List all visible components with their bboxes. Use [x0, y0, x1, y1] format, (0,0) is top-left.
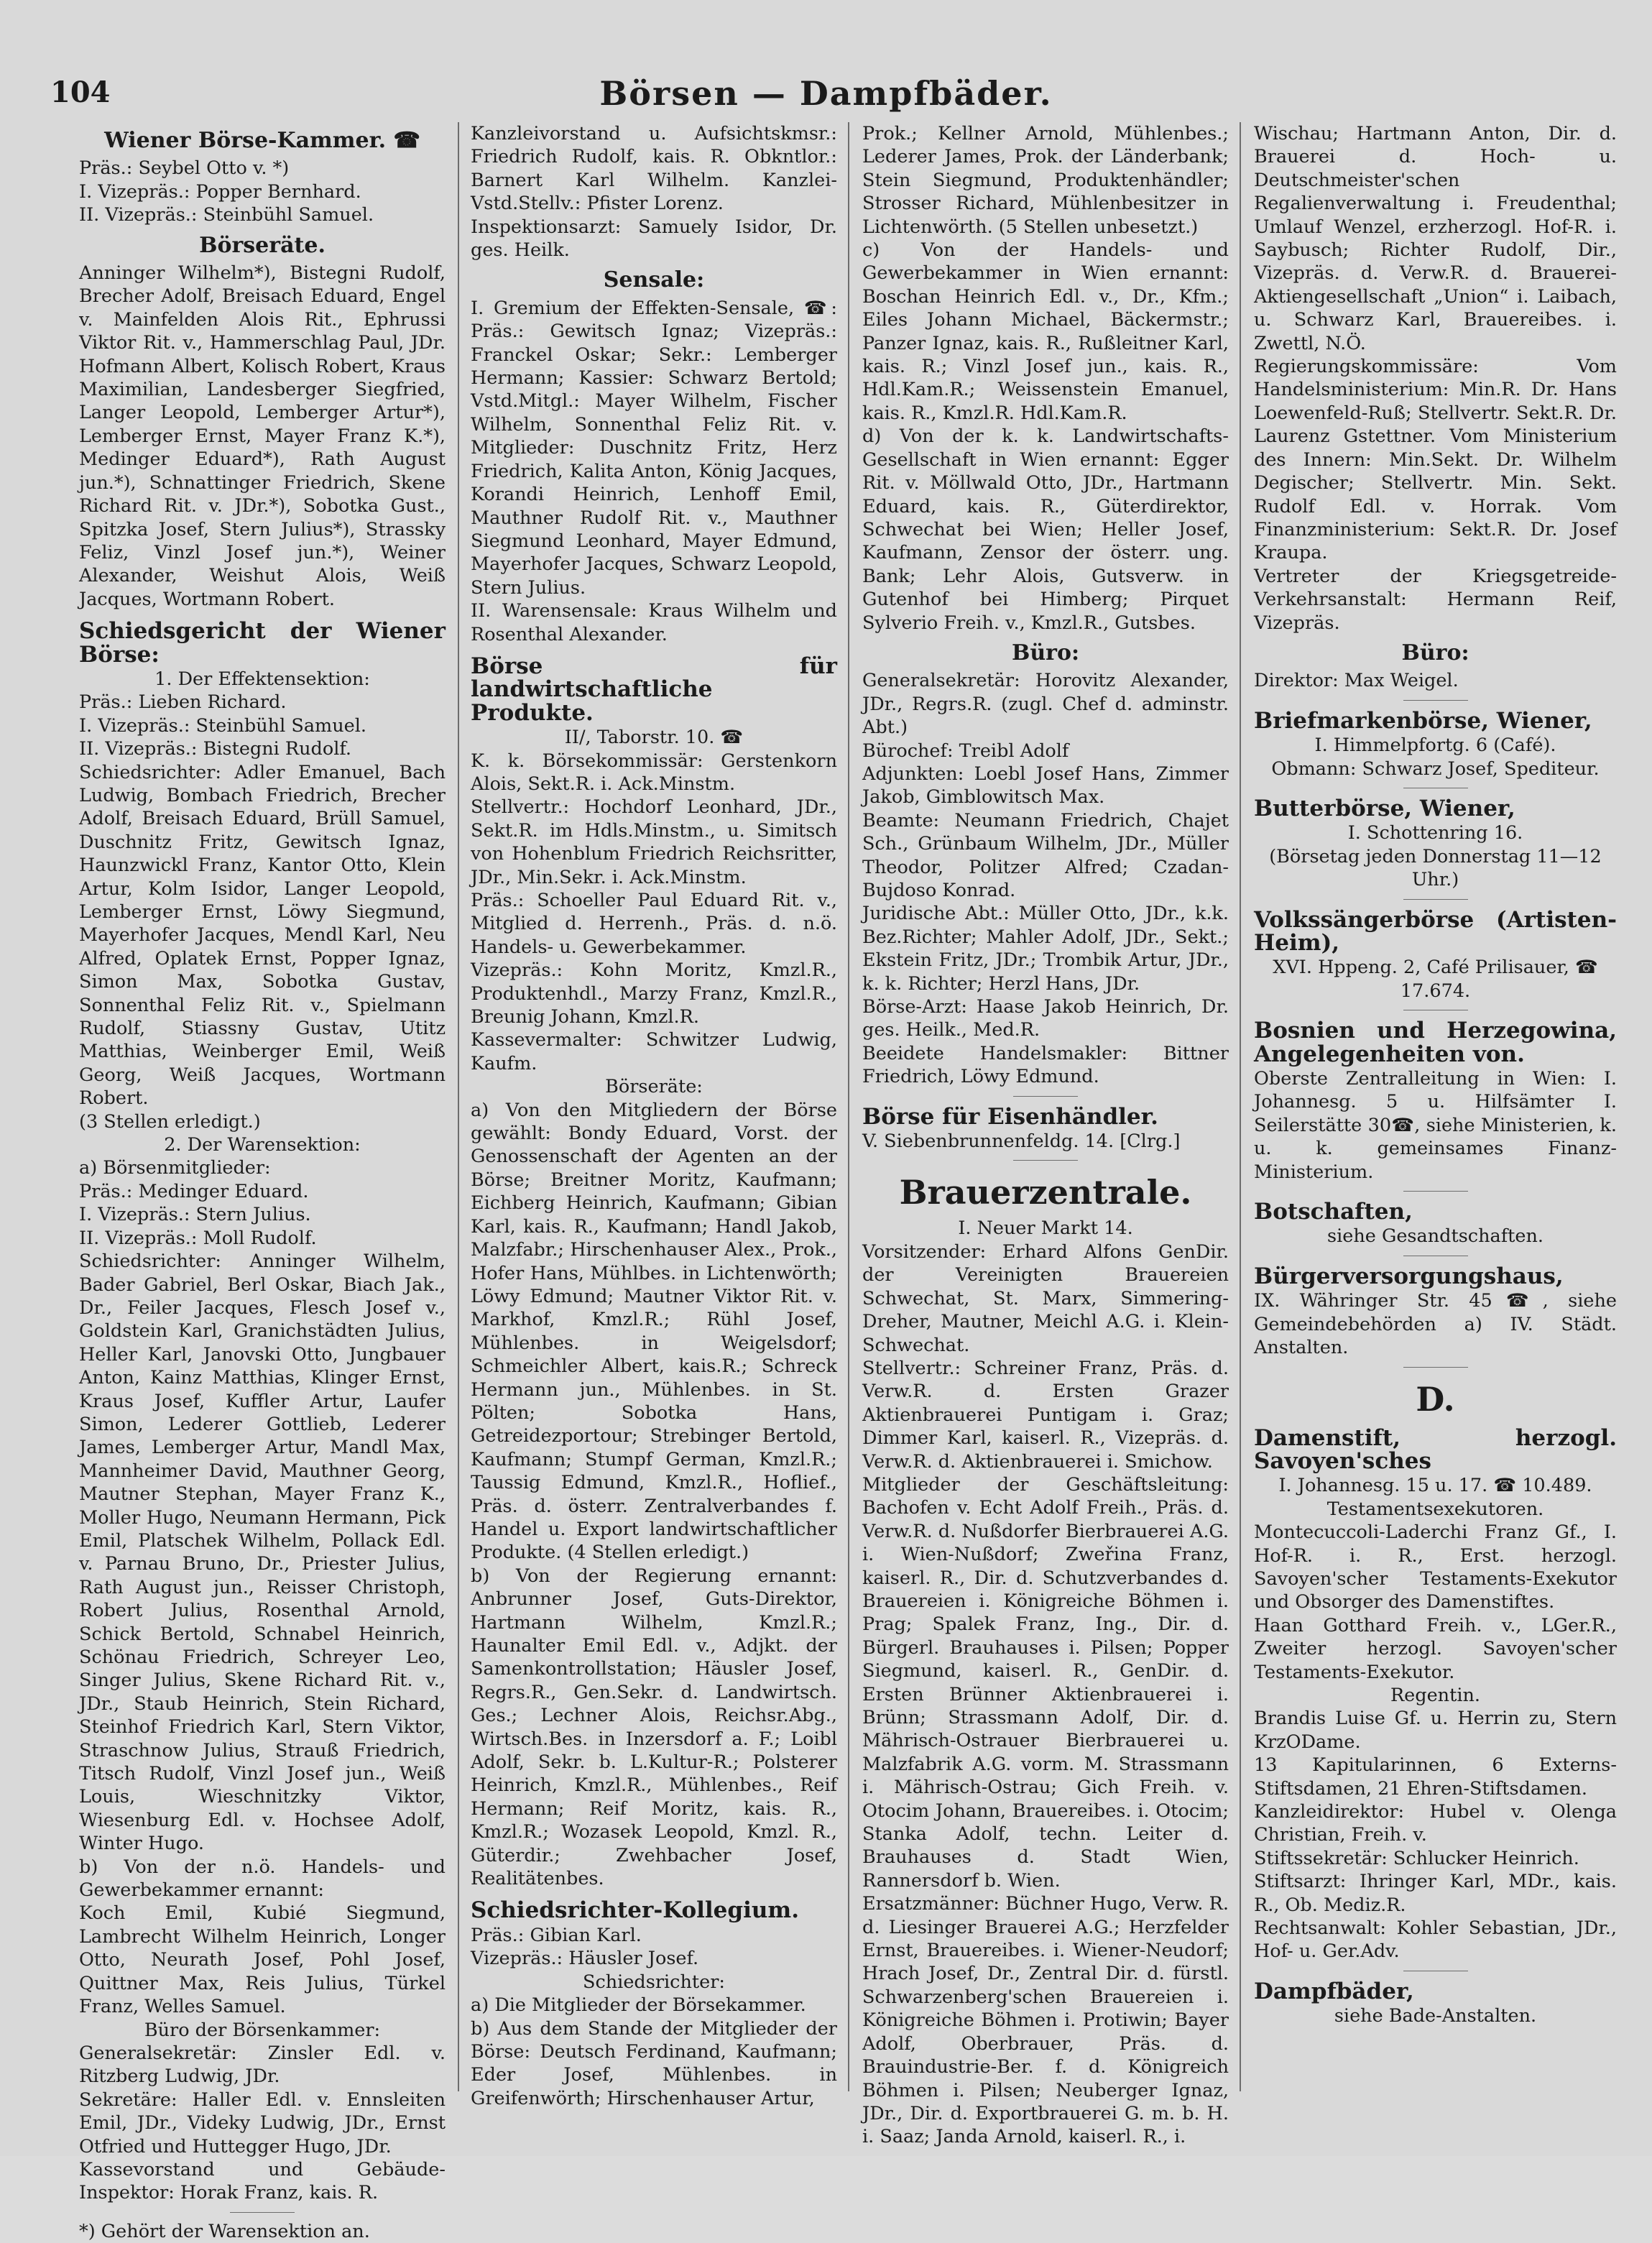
entry-heading: Briefmarkenbörse, Wiener, — [1254, 707, 1592, 734]
entry-paragraph: Kassevorstand und Gebäude-Inspektor: Horak Franz, kais. R. — [79, 2158, 446, 2204]
section-heading: Sensale: — [603, 267, 705, 293]
section-heading: Börseräte. — [199, 232, 326, 258]
entry-heading: Butterbörse, Wiener, — [1254, 795, 1515, 821]
section-separator — [1403, 899, 1468, 900]
page-number: 104 — [50, 75, 111, 109]
major-heading: Brauerzentrale. — [899, 1173, 1192, 1212]
column-1 — [79, 122, 446, 2242]
entry-paragraph: Brandis Luise Gf. u. Herrin zu, Stern KrzODame. — [1254, 1708, 1617, 1753]
column-rule — [458, 122, 459, 2091]
centered-line: siehe Bade-Anstalten. — [1334, 2005, 1537, 2027]
entry-heading: Börse für Eisenhändler. — [862, 1103, 1158, 1130]
major-heading: D. — [1416, 1379, 1455, 1419]
entry-paragraph: Stellvertr.: Schreiner Franz, Präs. d. Verw.R. d. Ersten Grazer Aktienbrauerei Puntigam i. Graz; Dimmer Karl, kaiserl. R., Vizepräs. d. Verw.R. d. Aktienbrauerei i. Smichow. — [862, 1357, 1229, 1473]
page-header — [0, 68, 1652, 119]
entry-paragraph: Prok.; Kellner Arnold, Mühlenbes.; Lederer James, Prok. der Länderbank; Stein Siegmund, Produktenhändler; Strosser Richard, Mühlenbesitzer in Lichtenwörth. (5 Stellen unbesetzt.) — [862, 123, 1229, 238]
entry-paragraph: Anninger Wilhelm*), Bistegni Rudolf, Brecher Adolf, Breisach Eduard, Engel v. Mainfelden Alois Rit., Ephrussi Viktor Rit. v., Hammerschlag Paul, JDr. Hofmann Albert, Kolisch Robert, Kraus Maximilian, Landesberger Siegfried, Langer Leopold, Lemberger Artur*), Lemberger Ernst, Mayer Franz K.*), Medinger Eduard*), Rath August jun.*), Schnattinger Friedrich, Skene Richard Rit. v. JDr.*), Sobotka Gust., Spitzka Josef, Stern Julius*), Strassky Feliz, Vinzl Josef jun.*), Weiner Alexander, Weishut Alois, Weiß Jacques, Wortmann Robert. — [79, 262, 446, 610]
entry-paragraph: Schiedsrichter: Anninger Wilhelm, Bader Gabriel, Berl Oskar, Biach Jak., Dr., Feiler Jacques, Flesch Josef v., Goldstein Karl, Granichstädten Julius, Heller Karl, Janovski Otto, Jungbauer Anton, Kainz Matthias, Klinger Ernst, Kraus Josef, Kuffler Artur, Laufer Simon, Lederer Gottlieb, Lederer James, Lemberger Artur, Mandl Max, Mannheimer David, Mauthner Georg, Mautner Stephan, Mayer Franz K., Moller Hugo, Neumann Hermann, Pick Emil, Platschek Wilhelm, Pollack Edl. v. Parnau Bruno, Dr., Priester Julius, Rath August jun., Reisser Christoph, Robert Julius, Rosenthal Arnold, Schick Bertold, Schnabel Heinrich, Schönau Friedrich, Schreyer Leo, Singer Julius, Skene Richard Rit. v., JDr., Staub Heinrich, Stein Richard, Steinhof Friedrich Karl, Stern Viktor, Straschnow Julius, Strauß Friedrich, Titsch Rudolf, Vinzl Josef jun., Weiß Louis, Wieschnitzky Viktor, Wiesenburg Edl. v. Hochsee Adolf, Winter Hugo. — [79, 1251, 446, 1855]
entry-heading: Dampfbäder, — [1254, 1978, 1414, 2004]
entry-paragraph: Ersatzmänner: Büchner Hugo, Verw. R. d. Liesinger Brauerei A.G.; Herzfelder Ernst, Brauereibes. i. Wiener-Neudorf; Hrach Josef, Dr., Zentral Dir. d. fürstl. Schwarzenberg'schen Brauereien i. Königreiche Böhmen i. Protiwin; Bayer Adolf, Oberbrauer, Präs. d. Brauindustrie-Ber. f. d. Königreich Böhmen i. Pilsen; Neuberger Ignaz, JDr., Dir. d. Exportbrauerei G. m. b. H. i. Saaz; Janda Arnold, kaiserl. R., i. — [862, 1893, 1229, 2148]
entry-paragraph: Generalsekretär: Zinsler Edl. v. Ritzberg Ludwig, JDr. — [79, 2042, 446, 2088]
entry-paragraph: Mitglieder der Geschäftsleitung: Bachofen v. Echt Adolf Freih., Präs. d. Verw.R. d. Nußdorfer Bierbrauerei A.G. i. Wien-Nußdorf; Zweřina Franz, kaiserl. R., Dir. d. Schutzverbandes d. Brauereien i. Königreiche Böhmen i. Prag; Spalek Franz, Ing., Dir. d. Bürgerl. Brauhauses i. Pilsen; Popper Siegmund, kaiserl. R., GenDir. d. Ersten Brünner Aktienbrauerei i. Brünn; Strassmann Adolf, Dir. d. Mährisch-Ostrauer Bierbrauerei u. Malzfabrik A.G. vorm. M. Strassmann i. Mährisch-Ostrau; Gich Freih. v. Otocim Johann, Brauereibes. i. Otocim; Stanka Adolf, techn. Leiter d. Brauhauses d. Stadt Wien, Rannersdorf b. Wien. — [862, 1473, 1229, 1892]
entry-paragraph: a) Börsenmitglieder: — [79, 1157, 271, 1179]
section-heading: Wiener Börse-Kammer. ☎ — [104, 128, 420, 153]
entry-paragraph: Wischau; Hartmann Anton, Dir. d. Brauerei d. Hoch- u. Deutschmeister'schen Regalienverwaltung i. Freudenthal; Umlauf Wenzel, erzherzogl. Hof-R. i. Saybusch; Richter Rudolf, Dir., Vizepräs. d. Verw.R. d. Brauerei-Aktiengesellschaft „Union“ i. Laibach, u. Schwarz Karl, Brauereibes. i. Zwettl, N.Ö. — [1254, 123, 1617, 354]
entry-paragraph: Vizepräs.: Kohn Moritz, Kmzl.R., Produktenhdl., Marzy Franz, Kmzl.R., Breunig Johann, Kmzl.R. — [471, 959, 837, 1028]
centered-line: Büro der Börsenkammer: — [144, 2019, 381, 2041]
entry-paragraph: b) Von der Regierung ernannt: Anbrunner Josef, Guts-Direktor, Hartmann Wilhelm, Kmzl.R.; Haunalter Emil Edl. v., Adjkt. der Samenkontrollstation; Häusler Josef, Regrs.R., Gen.Sekr. d. Landwirtsch. Ges.; Lechner Alois, Reichsr.Abg., Wirtsch.Bes. in Inzersdorf a. F.; Loibl Adolf, Sekr. b. L.Kultur-R.; Polsterer Heinrich, Kmzl.R., Mühlenbes., Reif Hermann; Reif Moritz, kais. R., Kmzl.R.; Wozasek Leopold, Kmzl. R., Güterdir.; Zwehbacher Josef, Realitätenbes. — [471, 1565, 837, 1890]
entry-paragraph: Generalsekretär: Horovitz Alexander, JDr., Regrs.R. (zugl. Chef d. adminstr. Abt.) — [862, 670, 1229, 739]
column-2 — [471, 122, 837, 2142]
entry-paragraph: b) Von der n.ö. Handels- und Gewerbekammer ernannt: — [79, 1856, 446, 1902]
centered-line: Börseräte: — [605, 1076, 703, 1098]
entry-paragraph: I. Vizepräs.: Stern Julius. — [79, 1204, 311, 1226]
entry-paragraph: V. Siebenbrunnenfeldg. 14. [Clrg.] — [862, 1130, 1181, 1153]
centered-line: 1. Der Effektensektion: — [154, 668, 370, 690]
entry-paragraph: a) Von den Mitgliedern der Börse gewählt: Bondy Eduard, Vorst. der Genossenschaft der Agenten an der Börse; Breitner Moritz, Kaufmann; Eichberg Heinrich, Kaufmann; Gibian Karl, kais. R., Kaufmann; Handl Jakob, Malzfabr.; Hirschenhauser Alex., Prok., Hofer Hans, Mühlbes. in Lichtenwörth; Löwy Edmund; Mautner Viktor Rit. v. Markhof, Kmzl.R.; Rühl Josef, Mühlenbes. in Weigelsdorf; Schmeichler Albert, kais.R.; Schreck Hermann jun., Mühlenbes. in St. Pölten; Sobotka Hans, Getreidezportour; Strebinger Bertold, Kaufmann; Stumpf German, Kmzl.R.; Taussig Edmund, Kmzl.R., Hoflief., Präs. d. österr. Zentralverbandes f. Handel u. Export landwirtschaftlicher Produkte. (4 Stellen erledigt.) — [471, 1099, 837, 1564]
centered-line: XVI. Hppeng. 2, Café Prilisauer, ☎ 17.674. — [1273, 957, 1598, 1002]
centered-line: Schiedsrichter: — [583, 1971, 725, 1993]
entry-paragraph: Haan Gotthard Freih. v., LGer.R., Zweiter herzogl. Savoyen'scher Testaments-Exekutor. — [1254, 1614, 1617, 1683]
entry-paragraph: I. Gremium der Effekten-Sensale, ☎: Präs.: Gewitsch Ignaz; Vizepräs.: Franckel Oskar; Sekr.: Lemberger Hermann; Kassier: Schwarz Bertold; Vstd.Mitgl.: Mayer Wilhelm, Fischer Wilhelm, Sonnenthal Feliz Rit. v. Mitglieder: Duschnitz Fritz, Herz Friedrich, Kalita Anton, König Jacques, Korandi Heinrich, Lenhoff Emil, Mauthner Rudolf Rit. v., Mauthner Siegmund Leonhard, Mayer Edmund, Mayerhofer Jacques, Schwarz Leopold, Stern Julius. — [471, 297, 837, 599]
entry-paragraph: b) Aus dem Stande der Mitglieder der Börse: Deutsch Ferdinand, Kaufmann; Eder Josef, Mühlenbes. in Greifenwörth; Hirschenhauser Artur, — [471, 2017, 837, 2109]
entry-heading: Botschaften, — [1254, 1199, 1413, 1225]
entry-paragraph: Inspektionsarzt: Samuely Isidor, Dr. ges. Heilk. — [471, 216, 837, 262]
column-rule — [1240, 122, 1241, 2091]
entry-paragraph: Beeidete Handelsmakler: Bittner Friedrich, Löwy Edmund. — [862, 1042, 1229, 1088]
entry-paragraph: Beamte: Neumann Friedrich, Chajet Sch., Grünbaum Wilhelm, JDr., Müller Theodor, Politzer Alfred; Czadan-Bujdoso Konrad. — [862, 809, 1229, 901]
entry-paragraph: II. Vizepräs.: Steinbühl Samuel. — [79, 204, 374, 226]
section-separator — [1403, 1191, 1468, 1192]
entry-paragraph: II. Vizepräs.: Moll Rudolf. — [79, 1227, 317, 1249]
entry-paragraph: (3 Stellen erledigt.) — [79, 1110, 261, 1133]
centered-line: I. Himmelpfortg. 6 (Café). — [1314, 734, 1556, 757]
entry-heading: Volkssängerbörse (Artisten-Heim), — [1254, 906, 1617, 956]
entry-paragraph: Stellvertr.: Hochdorf Leonhard, JDr., Sekt.R. im Hdls.Minstm., u. Simitsch von Hohenblum Friedrich Reichsritter, JDr., Min.Sekr. i. Ack.Minstm. — [471, 796, 837, 888]
centered-line: Regentin. — [1390, 1684, 1481, 1706]
entry-paragraph: 13 Kapitularinnen, 6 Externs-Stiftsdamen, 21 Ehren-Stiftsdamen. — [1254, 1754, 1617, 1800]
entry-paragraph: Schiedsrichter: Adler Emanuel, Bach Ludwig, Bombach Friedrich, Brecher Adolf, Breisach Eduard, Brüll Samuel, Duschnitz Fritz, Gewitsch Ignaz, Haunzwickl Franz, Kantor Otto, Klein Artur, Kolm Isidor, Langer Leopold, Lemberger Ernst, Löwy Siegmund, Mayerhofer Jacques, Mendl Karl, Neu Alfred, Oplatek Ernst, Popper Ignaz, Simon Max, Sobotka Gustav, Sonnenthal Feliz Rit. v., Spielmann Rudolf, Stiassny Gustav, Utitz Matthias, Weinberger Emil, Weiß Georg, Weiß Jacques, Wortmann Robert. — [79, 761, 446, 1110]
entry-heading: Schiedsgericht der Wiener Börse: — [79, 618, 446, 668]
entry-paragraph: Stiftsarzt: Ihringer Karl, MDr., kais. R., Ob. Mediz.R. — [1254, 1871, 1617, 1916]
entry-paragraph: Vorsitzender: Erhard Alfons GenDir. der Vereinigten Brauereien Schwechat, St. Marx, Simmering-Dreher, Mautner, Meichl A.G. i. Klein-Schwechat. — [862, 1240, 1229, 1356]
entry-paragraph: Regierungskommissäre: Vom Handelsministerium: Min.R. Dr. Hans Loewenfeld-Ruß; Stellvertr. Sekt.R. Dr. Laurenz Gstettner. Vom Ministerium des Innern: Min.Sekt. Dr. Wilhelm Degischer; Stellvertr. Min. Sekt. Rudolf Edl. v. Horrak. Vom Finanzministerium: Sekt.R. Dr. Josef Kraupa. — [1254, 356, 1617, 564]
entry-paragraph: II. Warensensale: Kraus Wilhelm und Rosenthal Alexander. — [471, 600, 837, 645]
entry-paragraph: I. Vizepräs.: Steinbühl Samuel. — [79, 714, 366, 737]
entry-paragraph: Oberste Zentralleitung in Wien: I. Johannesg. 5 u. Hilfsämter I. Seilerstätte 30☎, siehe Ministerien, k. u. k. gemeinsames Finanz-Ministerium. — [1254, 1068, 1617, 1183]
centered-line: siehe Gesandtschaften. — [1327, 1225, 1543, 1248]
section-separator — [1013, 1096, 1078, 1097]
section-heading: Büro: — [1011, 640, 1080, 665]
running-head: Börsen — Dampfbäder. — [599, 74, 1053, 113]
centered-line: I. Schottenring 16. — [1347, 822, 1523, 844]
section-separator — [1013, 1160, 1078, 1161]
centered-line: I. Johannesg. 15 u. 17. ☎ 10.489. — [1278, 1475, 1592, 1497]
section-heading: Büro: — [1401, 640, 1469, 665]
entry-paragraph: Adjunkten: Loebl Josef Hans, Zimmer Jakob, Gimblowitsch Max. — [862, 763, 1229, 809]
entry-paragraph: Präs.: Lieben Richard. — [79, 691, 287, 714]
entry-paragraph: a) Die Mitglieder der Börsekammer. — [471, 1994, 806, 2017]
entry-paragraph: IX. Währinger Str. 45☎, siehe Gemeindebehörden a) IV. Städt. Anstalten. — [1254, 1290, 1617, 1359]
entry-paragraph: Kanzleidirektor: Hubel v. Olenga Christian, Freih. v. — [1254, 1801, 1617, 1846]
entry-paragraph: *) Gehört der Warensektion an. — [79, 2220, 370, 2242]
entry-paragraph: Präs.: Medinger Eduard. — [79, 1180, 309, 1202]
entry-paragraph: Präs.: Gibian Karl. — [471, 1924, 642, 1946]
entry-paragraph: Montecuccoli-Laderchi Franz Gf., I. Hof-R. i. R., Erst. herzogl. Savoyen'scher Testaments-Exekutor und Obsorger des Damenstiftes. — [1254, 1521, 1617, 1613]
centered-line: II/, Taborstr. 10. ☎ — [564, 727, 744, 749]
entry-paragraph: Vizepräs.: Häusler Josef. — [471, 1948, 699, 1970]
entry-paragraph: Vertreter der Kriegsgetreide-Verkehrsanstalt: Hermann Reif, Vizepräs. — [1254, 565, 1617, 634]
entry-paragraph: Präs.: Schoeller Paul Eduard Rit. v., Mitglied d. Herrenh., Präs. d. n.ö. Handels- u. Gewerbekammer. — [471, 890, 837, 958]
entry-paragraph: Stiftssekretär: Schlucker Heinrich. — [1254, 1847, 1579, 1869]
entry-paragraph: Direktor: Max Weigel. — [1254, 670, 1459, 692]
column-rule — [848, 122, 849, 2091]
entry-paragraph: Präs.: Seybel Otto v. *) — [79, 157, 290, 180]
entry-heading: Bürgerversorgungshaus, — [1254, 1263, 1564, 1289]
entry-paragraph: I. Vizepräs.: Popper Bernhard. — [79, 180, 361, 203]
entry-heading: Damenstift, herzogl. Savoyen'sches — [1254, 1424, 1617, 1474]
entry-paragraph: Kassevermalter: Schwitzer Ludwig, Kaufm. — [471, 1029, 837, 1074]
entry-paragraph: Sekretäre: Haller Edl. v. Ennsleiten Emil, JDr., Videky Ludwig, JDr., Ernst Otfried und Huttegger Hugo, JDr. — [79, 2088, 446, 2157]
entry-heading: Börse für landwirtschaftliche Produkte. — [471, 653, 837, 726]
entry-heading: Bosnien und Herzegowina, Angelegenheiten von. — [1254, 1018, 1617, 1067]
entry-paragraph: II. Vizepräs.: Bistegni Rudolf. — [79, 738, 352, 760]
entry-paragraph: Kanzleivorstand u. Aufsichtskmsr.: Friedrich Rudolf, kais. R. Obkntlor.: Barnert Karl Wilhelm. Kanzlei-Vstd.Stellv.: Pfister Lorenz. — [471, 123, 837, 215]
centered-line: Testamentsexekutoren. — [1326, 1498, 1544, 1520]
centered-line: Obmann: Schwarz Josef, Spediteur. — [1271, 757, 1600, 780]
entry-paragraph: Bürochef: Treibl Adolf — [862, 740, 1069, 762]
entry-paragraph: c) Von der Handels- und Gewerbekammer in Wien ernannt: Boschan Heinrich Edl. v., Dr., Kfm.; Eiles Johann Michael, Bäckermstr.; Panzer Ignaz, kais. R., Rußleitner Karl, kais. R.; Vinzl Josef jun., kais. R., Hdl.Kam.R.; Weissenstein Emanuel, kais. R., Kmzl.R. Hdl.Kam.R. — [862, 239, 1229, 424]
column-3 — [862, 122, 1229, 2148]
entry-paragraph: K. k. Börsekommissär: Gerstenkorn Alois, Sekt.R. i. Ack.Minstm. — [471, 750, 837, 795]
entry-paragraph: d) Von der k. k. Landwirtschafts-Gesellschaft in Wien ernannt: Egger Rit. v. Möllwald Otto, JDr., Hartmann Eduard, kais. R., Güterdirektor, Schwechat bei Wien; Heller Josef, Kaufmann, Zensor der österr. ung. Bank; Lehr Alois, Gutsverw. in Gutenhof bei Himberg; Pirquet Sylverio Freih. v., Kmzl.R., Gutsbes. — [862, 425, 1229, 634]
entry-paragraph: Rechtsanwalt: Kohler Sebastian, JDr., Hof- u. Ger.Adv. — [1254, 1917, 1617, 1963]
section-separator — [230, 2212, 295, 2213]
entry-paragraph: Börse-Arzt: Haase Jakob Heinrich, Dr. ges. Heilk., Med.R. — [862, 996, 1229, 1041]
entry-paragraph: Koch Emil, Kubié Siegmund, Lambrecht Wilhelm Heinrich, Longer Otto, Neurath Josef, Pohl Josef, Quittner Max, Reis Julius, Türkel Franz, Welles Samuel. — [79, 1902, 446, 2018]
centered-line: (Börsetag jeden Donnerstag 11—12 Uhr.) — [1269, 845, 1602, 891]
entry-heading: Schiedsrichter-Kollegium. — [471, 1897, 799, 1924]
entry-paragraph: Juridische Abt.: Müller Otto, JDr., k.k. Bez.Richter; Mahler Adolf, JDr., Sekt.; Ekstein Fritz, JDr.; Trombik Artur, JDr., k. k. Richter; Herzl Hans, JDr. — [862, 903, 1229, 995]
centered-line: I. Neuer Markt 14. — [958, 1217, 1133, 1240]
section-separator — [1403, 700, 1468, 701]
column-4 — [1254, 122, 1617, 2142]
centered-line: 2. Der Warensektion: — [164, 1134, 361, 1156]
section-separator — [1403, 1367, 1468, 1368]
